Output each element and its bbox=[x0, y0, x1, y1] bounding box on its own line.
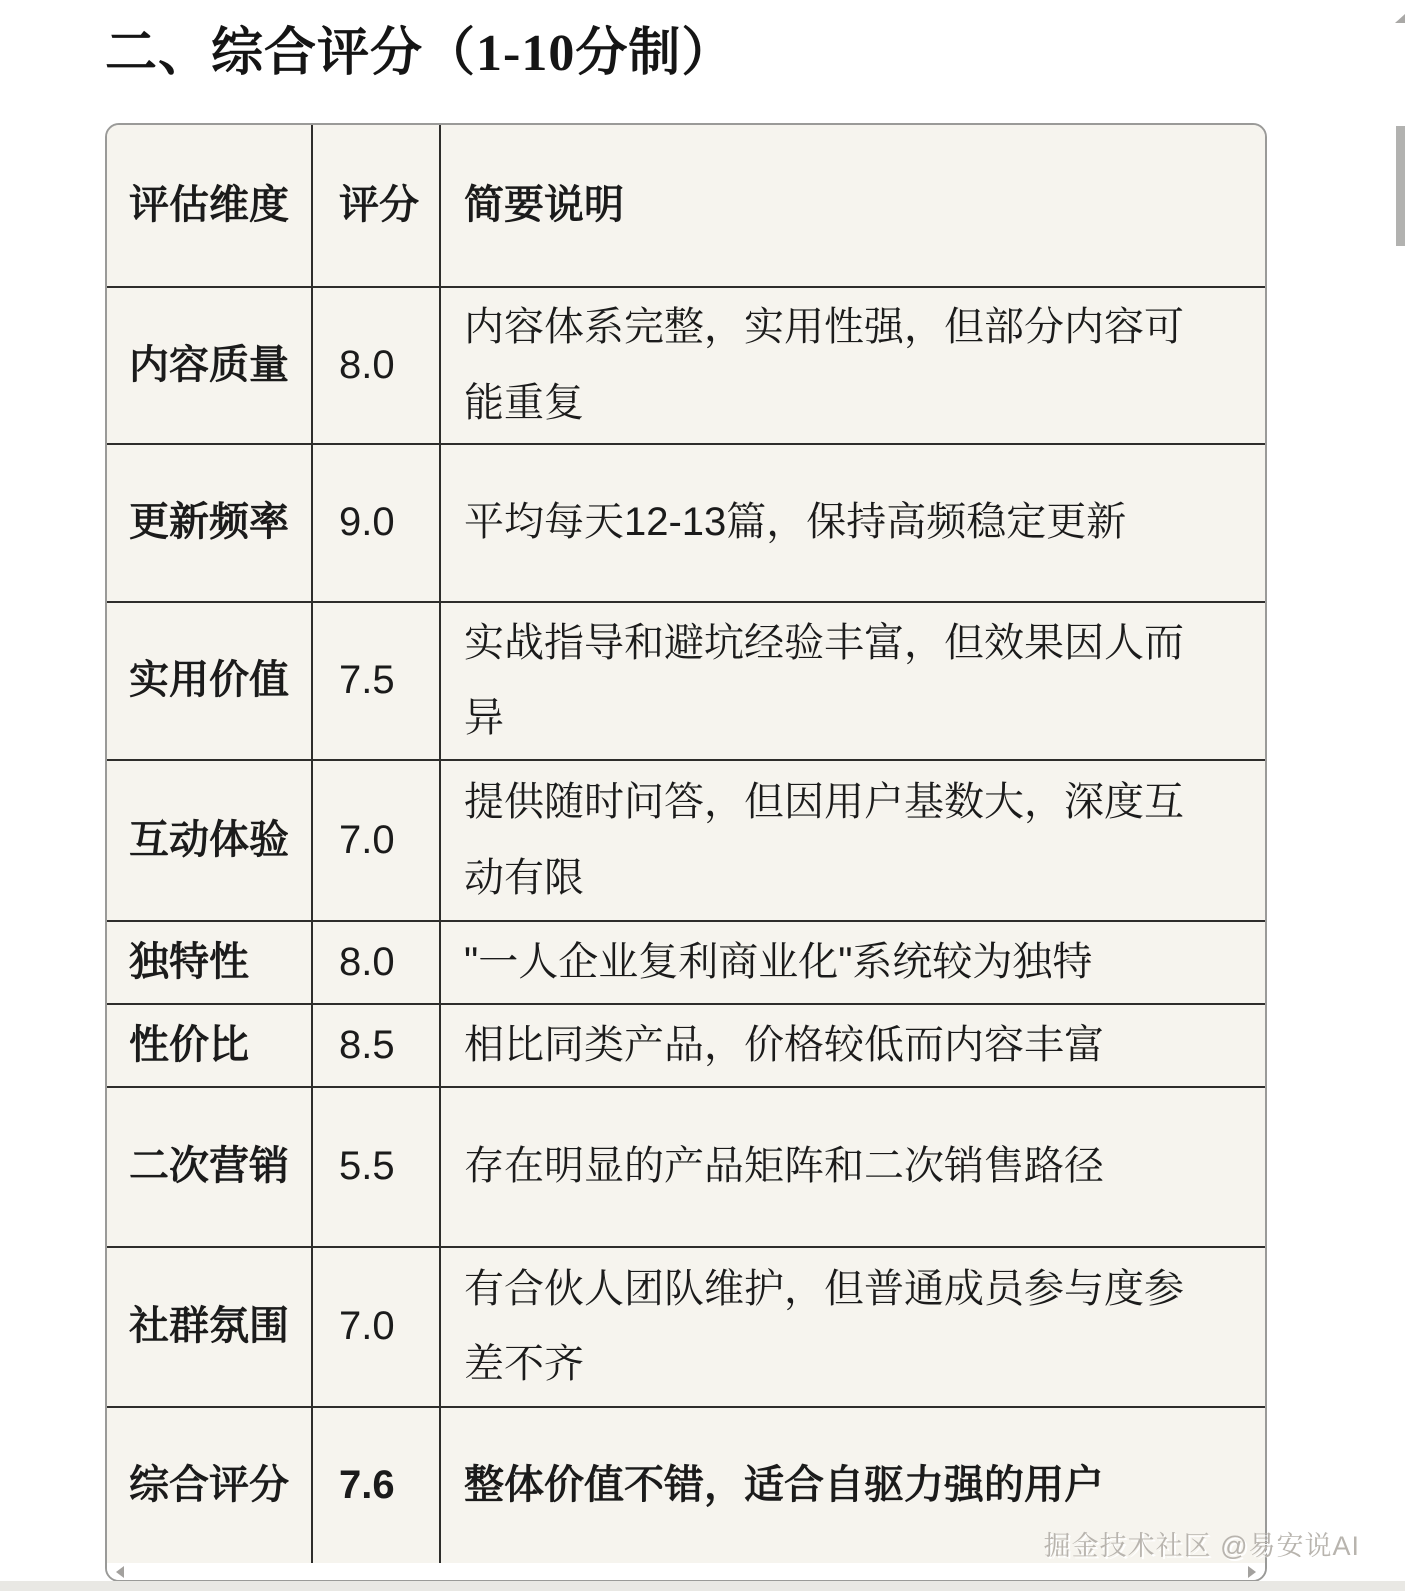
score-cell: 7.6 bbox=[312, 1407, 440, 1563]
note-cell: 有合伙人团队维护，但普通成员参与度参差不齐 bbox=[440, 1247, 1265, 1407]
note-cell: 存在明显的产品矩阵和二次销售路径 bbox=[440, 1087, 1265, 1247]
table-row bbox=[107, 602, 1265, 760]
dimension-cell: 独特性 bbox=[107, 921, 312, 1004]
note-cell: 整体价值不错，适合自驱力强的用户 bbox=[440, 1407, 1265, 1563]
score-table bbox=[107, 125, 1265, 1563]
table-row bbox=[107, 444, 1265, 602]
table-row bbox=[107, 1247, 1265, 1407]
table-row bbox=[107, 287, 1265, 444]
score-table-card bbox=[105, 123, 1267, 1582]
dimension-cell: 内容质量 bbox=[107, 287, 312, 444]
note-cell: 提供随时问答，但因用户基数大，深度互动有限 bbox=[440, 760, 1265, 921]
note-cell: 相比同类产品，价格较低而内容丰富 bbox=[440, 1004, 1265, 1087]
scroll-right-icon[interactable] bbox=[1248, 1566, 1256, 1578]
watermark: 掘金技术社区 @易安说AI bbox=[1043, 1531, 1360, 1561]
score-cell: 8.5 bbox=[312, 1004, 440, 1087]
dimension-cell: 社群氛围 bbox=[107, 1247, 312, 1407]
score-cell: 8.0 bbox=[312, 287, 440, 444]
note-cell: "一人企业复利商业化"系统较为独特 bbox=[440, 921, 1265, 1004]
note-cell: 内容体系完整，实用性强，但部分内容可能重复 bbox=[440, 287, 1265, 444]
dimension-cell: 性价比 bbox=[107, 1004, 312, 1087]
table-row bbox=[107, 1087, 1265, 1247]
table-row bbox=[107, 921, 1265, 1004]
vertical-scrollbar-thumb[interactable] bbox=[1396, 126, 1405, 246]
score-cell: 8.0 bbox=[312, 921, 440, 1004]
note-cell: 平均每天12-13篇，保持高频稳定更新 bbox=[440, 444, 1265, 602]
dimension-cell: 更新频率 bbox=[107, 444, 312, 602]
dimension-cell: 互动体验 bbox=[107, 760, 312, 921]
window-bottom-edge bbox=[0, 1581, 1405, 1591]
table-row bbox=[107, 1004, 1265, 1087]
note-cell: 实战指导和避坑经验丰富，但效果因人而异 bbox=[440, 602, 1265, 760]
col-header-dimension: 评估维度 bbox=[107, 125, 312, 287]
score-cell: 5.5 bbox=[312, 1087, 440, 1247]
table-header-row bbox=[107, 125, 1265, 287]
dimension-cell: 实用价值 bbox=[107, 602, 312, 760]
scroll-up-icon[interactable] bbox=[1395, 14, 1405, 23]
col-header-note: 简要说明 bbox=[440, 125, 1265, 287]
dimension-cell: 二次营销 bbox=[107, 1087, 312, 1247]
score-cell: 7.0 bbox=[312, 1247, 440, 1407]
col-header-score: 评分 bbox=[312, 125, 440, 287]
dimension-cell: 综合评分 bbox=[107, 1407, 312, 1563]
scroll-left-icon[interactable] bbox=[116, 1566, 124, 1578]
horizontal-scrollbar[interactable] bbox=[107, 1563, 1265, 1580]
score-cell: 7.0 bbox=[312, 760, 440, 921]
score-cell: 9.0 bbox=[312, 444, 440, 602]
page-title: 二、综合评分（1-10分制） bbox=[105, 25, 735, 82]
table-scroll-area bbox=[107, 125, 1265, 1563]
table-row bbox=[107, 760, 1265, 921]
score-cell: 7.5 bbox=[312, 602, 440, 760]
